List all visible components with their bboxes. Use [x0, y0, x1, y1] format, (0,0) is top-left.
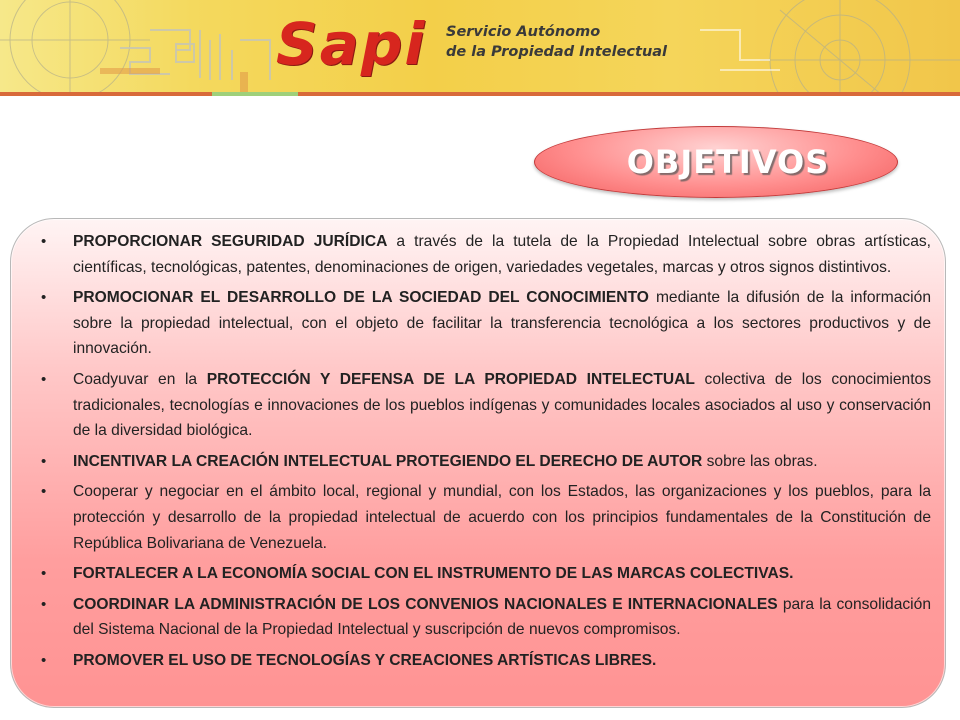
- objective-item: [39, 229, 931, 280]
- objective-text: a través de la tutela de la Propiedad Intelectual sobre obras artísticas, científicas, tecnológicas, patentes, denominaciones de origen, variedades vegetales, marcas y otros signos distintivos.: [73, 233, 931, 276]
- bullet-icon: •: [41, 233, 47, 250]
- objective-text: sobre las obras.: [702, 452, 818, 470]
- objective-item: [39, 367, 931, 444]
- objective-emphasis: FORTALECER A LA ECONOMÍA SOCIAL CON EL INSTRUMENTO DE LAS MARCAS COLECTIVAS.: [73, 565, 794, 583]
- page-title: OBJETIVOS: [626, 143, 830, 181]
- banner-bottom-rule: [0, 92, 960, 96]
- title-ellipse: [534, 126, 898, 198]
- header-banner: [0, 0, 960, 95]
- objective-emphasis: INCENTIVAR LA CREACIÓN INTELECTUAL PROTEGIENDO EL DERECHO DE AUTOR: [73, 452, 703, 470]
- objective-emphasis: PROPORCIONAR SEGURIDAD JURÍDICA: [73, 233, 388, 250]
- bullet-icon: •: [41, 483, 47, 501]
- objective-intro: Coadyuvar en la: [73, 370, 207, 388]
- objective-emphasis: PROMOCIONAR EL DESARROLLO DE LA SOCIEDAD DEL CONOCIMIENTO: [73, 289, 649, 307]
- objective-item: [39, 285, 931, 362]
- objective-item: [39, 592, 931, 643]
- bullet-icon: •: [41, 595, 47, 613]
- objective-item: [39, 479, 931, 556]
- objectives-list: [39, 229, 931, 674]
- objective-emphasis: PROMOVER EL USO DE TECNOLOGÍAS Y CREACIONES ARTÍSTICAS LIBRES.: [73, 651, 657, 669]
- objective-item: [39, 648, 931, 674]
- bullet-icon: •: [41, 370, 47, 388]
- objective-text: colectiva de los conocimientos tradicionales, tecnologías e innovaciones de los pueblos indígenas y comunidades locales asociados al uso y conservación de la diversidad biológica.: [73, 370, 931, 440]
- objective-text: Cooperar y negociar en el ámbito local, regional y mundial, con los Estados, las organizaciones y los pueblos, para la protección y desarrollo de la propiedad intelectual de acuerdo con los principios fundamentales de la Constitución de República Bolivariana de Venezuela.: [73, 483, 931, 552]
- logo-subtitle-line2: de la Propiedad Intelectual: [446, 44, 668, 60]
- bullet-icon: •: [41, 289, 47, 307]
- objective-item: [39, 449, 931, 475]
- sapi-logo: Sapi: [276, 10, 427, 78]
- objective-emphasis: PROTECCIÓN Y DEFENSA DE LA PROPIEDAD INTELECTUAL: [206, 370, 695, 388]
- objective-item: [39, 561, 931, 587]
- bullet-icon: •: [41, 565, 47, 583]
- banner-green-accent: [212, 92, 298, 96]
- logo-subtitle-line1: Servicio Autónomo: [446, 24, 601, 40]
- objective-text: para la consolidación del Sistema Nacional de la Propiedad Intelectual y suscripción de nuevos compromisos.: [73, 595, 931, 639]
- objectives-panel: [10, 218, 946, 708]
- objective-text: mediante la difusión de la información sobre la propiedad intelectual, con el objeto de facilitar la transferencia tecnológica a los sectores productivos y de innovación.: [73, 289, 931, 358]
- bullet-icon: •: [41, 452, 47, 470]
- logo-subtitle: [446, 22, 667, 62]
- objective-emphasis: COORDINAR LA ADMINISTRACIÓN DE LOS CONVENIOS NACIONALES E INTERNACIONALES: [73, 595, 778, 613]
- bullet-icon: •: [41, 651, 47, 669]
